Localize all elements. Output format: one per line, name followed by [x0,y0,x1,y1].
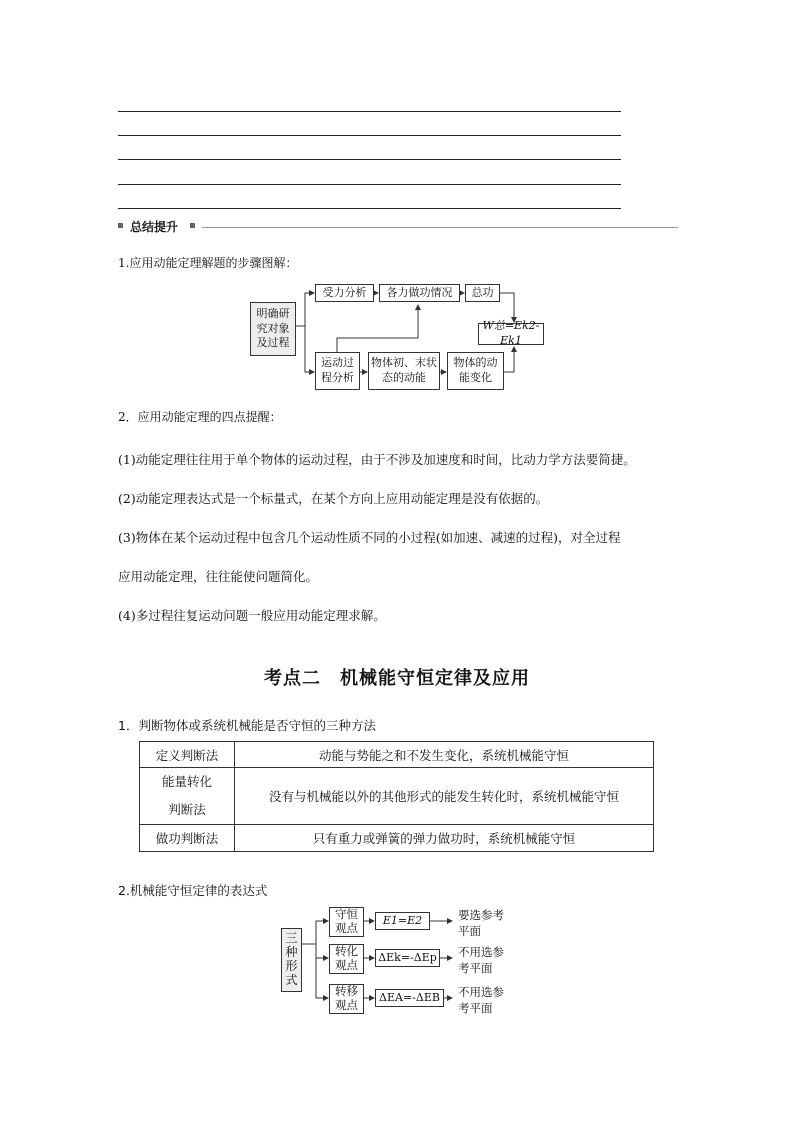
methods-heading: 1．判断物体或系统机械能是否守恒的三种方法 [118,718,376,733]
flow-work-box: 各力做功情况 [379,284,460,302]
form-note: 不用选参 考平面 [458,945,504,975]
table-row [140,768,654,825]
flow-change-box: 物体的动能变化 [447,352,504,390]
formula-box: ΔEA=-ΔEB [375,989,444,1007]
tip-item: (4)多过程往复运动问题一般应用动能定理求解。 [118,608,386,623]
tip-item: (1)动能定理往往用于单个物体的运动过程，由于不涉及加速度和时间，比动力学方法要简捷。 [118,452,636,467]
tip-item: (2)动能定理表达式是一个标量式，在某个方向上应用动能定理是没有依据的。 [118,491,549,506]
tip-item: 应用动能定理，往往能使问题简化。 [118,569,319,584]
forms-root-box: 三种形式 [281,928,302,992]
methods-table [139,741,654,852]
expressions-heading: 2.机械能守恒定律的表达式 [118,883,268,898]
formula-box: ΔEk=-ΔEp [375,949,440,967]
method-name: 定义判断法 [140,742,235,768]
view-box: 守恒观点 [329,907,364,937]
flow-motion-box: 运动过程分析 [315,352,360,390]
method-desc: 只有重力或弹簧的弹力做功时，系统机械能守恒 [235,825,654,852]
method-name: 能量转化 判断法 [140,768,235,825]
view-box: 转移观点 [329,984,364,1014]
section-title: 考点二 机械能守恒定律及应用 [264,668,530,689]
formula-box: E1=E2 [375,912,430,930]
table-row [140,742,654,768]
flow-force-box: 受力分析 [315,284,374,302]
tip-item: (3)物体在某个运动过程中包含几个运动性质不同的小过程(如加速、减速的过程)，对全过程 [118,530,621,545]
step1-text: 1.应用动能定理解题的步骤图解： [118,256,298,270]
method-name: 做功判断法 [140,825,235,852]
method-desc: 动能与势能之和不发生变化，系统机械能守恒 [235,742,654,768]
method-desc: 没有与机械能以外的其他形式的能发生转化时，系统机械能守恒 [235,768,654,825]
table-row [140,825,654,852]
form-note: 要选参考 平面 [458,908,504,938]
flow-formula-box: W总=Ek2-Ek1 [478,323,544,345]
summary-heading: 总结提升 [130,220,179,234]
flow-start-box: 明确研究对象及过程 [250,302,296,356]
flow-states-box: 物体初、末状态的动能 [368,352,440,390]
form-note: 不用选参 考平面 [458,985,504,1015]
step2-text: 2．应用动能定理的四点提醒： [118,410,282,424]
flow-total-box: 总功 [465,284,500,302]
view-box: 转化观点 [329,944,364,974]
